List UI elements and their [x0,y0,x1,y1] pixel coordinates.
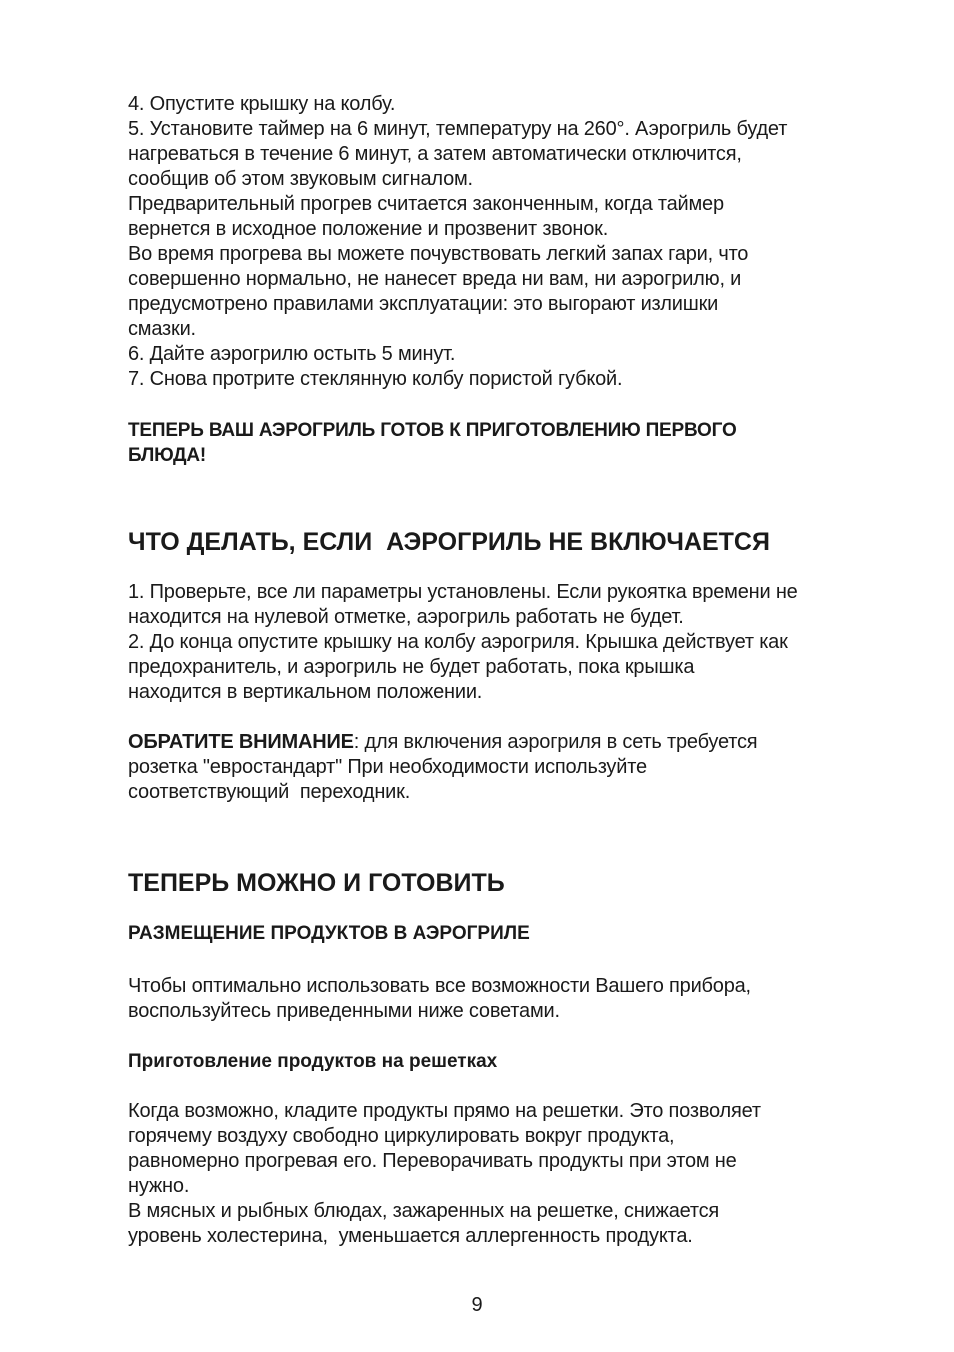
cooking-heading: ТЕПЕРЬ МОЖНО И ГОТОВИТЬ [128,869,505,897]
text-line: совершенно нормально, не нанесет вреда ни вам, ни аэрогрилю, и [128,268,742,290]
text-line: находится в вертикальном положении. [128,681,483,703]
troubleshoot-heading: ЧТО ДЕЛАТЬ, ЕСЛИ АЭРОГРИЛЬ НЕ ВКЛЮЧАЕТСЯ [128,528,770,556]
text-line: предусмотрено правилами эксплуатации: это выгорают излишки [128,293,719,315]
text-line: 5. Установите таймер на 6 минут, температуру на 260°. Аэрогриль будет [128,118,788,140]
troubleshoot-steps [128,580,868,705]
document-page [128,92,868,1249]
text-line: нужно. [128,1175,190,1197]
text-line: смазки. [128,318,196,340]
text-line: сообщив об этом звуковым сигналом. [128,168,473,190]
placement-intro [128,974,868,1024]
text-line: Предварительный прогрев считается законченным, когда таймер [128,193,724,215]
attention-note [128,730,868,805]
text-line: Когда возможно, кладите продукты прямо на решетки. Это позволяет [128,1100,761,1122]
text-line: В мясных и рыбных блюдах, зажаренных на решетке, снижается [128,1200,720,1222]
text-line: БЛЮДА! [128,445,207,466]
preheat-instructions [128,92,868,392]
text-line: предохранитель, и аэрогриль не будет работать, пока крышка [128,656,695,678]
ready-notice [128,418,868,468]
text-line: горячему воздуху свободно циркулировать вокруг продукта, [128,1125,675,1147]
text-line: вернется в исходное положение и прозвенит звонок. [128,218,609,240]
grill-rack-subsection-title: Приготовление продуктов на решетках [128,1051,498,1072]
text-line: 1. Проверьте, все ли параметры установлены. Если рукоятка времени не [128,581,798,603]
text-line: 6. Дайте аэрогрилю остыть 5 минут. [128,343,456,365]
text-line: воспользуйтесь приведенными ниже советами. [128,1000,560,1022]
text-line: ТЕПЕРЬ ВАШ АЭРОГРИЛЬ ГОТОВ К ПРИГОТОВЛЕНИЮ ПЕРВОГО [128,420,737,441]
attention-label: ОБРАТИТЕ ВНИМАНИЕ [128,731,354,753]
page-number: 9 [471,1294,483,1316]
text-line: нагреваться в течение 6 минут, а затем автоматически отключится, [128,143,742,165]
text-line: 4. Опустите крышку на колбу. [128,93,396,115]
text-line: находится на нулевой отметке, аэрогриль работать не будет. [128,606,684,628]
grill-rack-body [128,1099,868,1249]
text-line: равномерно прогревая его. Переворачивать продукты при этом не [128,1150,737,1172]
attention-line [128,730,868,755]
text-line: Во время прогрева вы можете почувствовать легкий запах гари, что [128,243,749,265]
text-line: уровень холестерина, уменьшается аллергенность продукта. [128,1225,693,1247]
placement-subheading: РАЗМЕЩЕНИЕ ПРОДУКТОВ В АЭРОГРИЛЕ [128,923,530,944]
text-line: розетка "евростандарт" При необходимости используйте [128,756,647,778]
text-line: Чтобы оптимально использовать все возможности Вашего прибора, [128,975,751,997]
text-line: 7. Снова протрите стеклянную колбу пористой губкой. [128,368,623,390]
text-line: 2. До конца опустите крышку на колбу аэрогриля. Крышка действует как [128,631,788,653]
text-line: соответствующий переходник. [128,781,411,803]
attention-text: : для включения аэрогриля в сеть требуется [353,731,758,753]
